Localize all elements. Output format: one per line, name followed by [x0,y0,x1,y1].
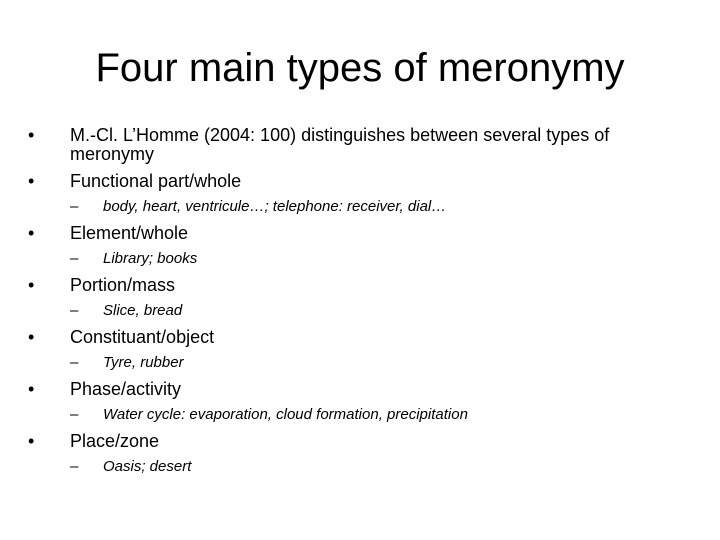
bullet-text: Portion/mass [70,275,176,295]
bullet-text: Functional part/whole [70,171,242,191]
sub-bullet-portion [28,302,688,320]
bullet-icon: • [28,223,35,243]
bullet-icon: • [28,327,35,347]
sub-bullet-constituant [28,354,688,372]
bullet-icon: • [28,125,35,145]
bullet-item-constituant [28,328,688,347]
sub-bullet-place [28,458,688,476]
slide-title: Four main types of meronymy [95,46,625,90]
sub-bullet-text: Water cycle: evaporation, cloud formation, precipitation [103,406,468,423]
sub-bullet-text: Library; books [103,250,198,267]
sub-bullet-text: Oasis; desert [103,458,192,475]
dash-icon: – [70,406,79,423]
sub-bullet-element [28,250,688,268]
bullet-item-intro [28,126,688,164]
sub-bullet-text: body, heart, ventricule…; telephone: receiver, dial… [103,198,447,215]
bullet-item-portion [28,276,688,295]
bullet-text: Constituant/object [70,327,215,347]
bullet-list [28,126,688,476]
dash-icon: – [70,458,79,475]
bullet-text: Element/whole [70,223,189,243]
bullet-item-functional [28,172,688,191]
dash-icon: – [70,198,79,215]
bullet-icon: • [28,431,35,451]
bullet-item-element [28,224,688,243]
dash-icon: – [70,354,79,371]
bullet-icon: • [28,379,35,399]
bullet-icon: • [28,275,35,295]
bullet-text: Phase/activity [70,379,182,399]
bullet-text: Place/zone [70,431,160,451]
bullet-item-phase [28,380,688,399]
bullet-icon: • [28,171,35,191]
dash-icon: – [70,302,79,319]
sub-bullet-text: Slice, bread [103,302,183,319]
dash-icon: – [70,250,79,267]
sub-bullet-text: Tyre, rubber [103,354,184,371]
bullet-item-place [28,432,688,451]
bullet-text: M.-Cl. L’Homme (2004: 100) distinguishes between several types of meronymy [70,125,610,164]
sub-bullet-phase [28,406,688,424]
sub-bullet-functional [28,198,688,216]
